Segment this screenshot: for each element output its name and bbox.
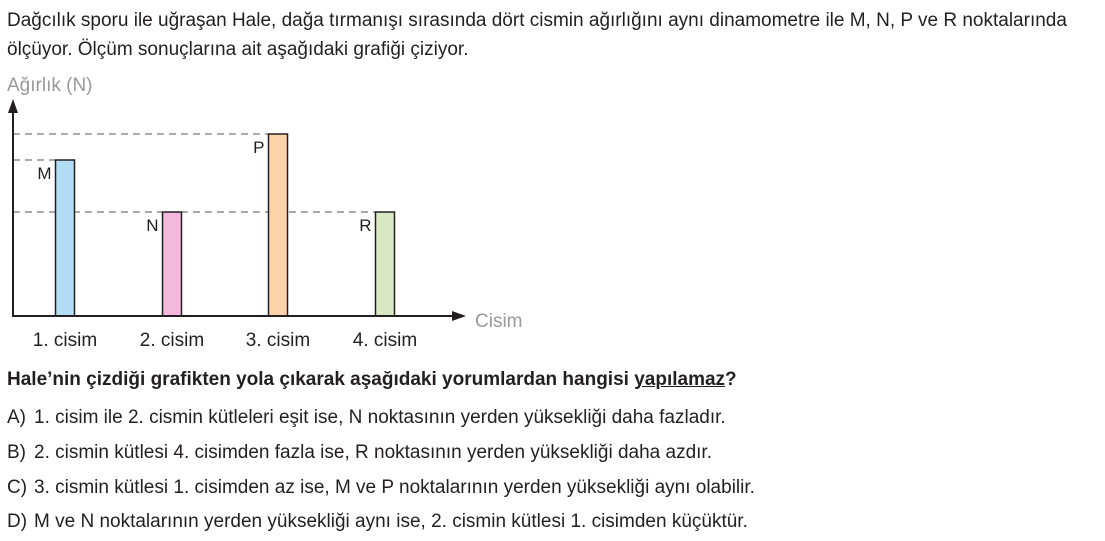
x-axis-arrow-icon [452,311,466,321]
bar [163,212,182,316]
question-underlined-word: yapılamaz [634,369,726,390]
x-tick-label: 1. cisim [32,330,98,351]
question-text [7,369,737,391]
bar-point-label: P [253,138,265,157]
option-c[interactable] [7,477,755,499]
x-tick-label: 3. cisim [245,330,311,351]
bar [56,160,75,316]
x-tick-label: 2. cisim [139,330,205,351]
option-letter: D) [7,511,28,532]
option-b[interactable] [7,442,712,464]
x-axis-label: Cisim [475,311,523,332]
bar-point-label: R [359,216,372,235]
option-a[interactable] [7,407,726,429]
option-d[interactable] [7,511,748,533]
bar [269,134,288,316]
question-main: Hale’nin çizdiği grafikten yola çıkarak aşağıdaki yorumlardan hangisi [7,369,635,390]
option-letter: A) [7,407,26,428]
y-axis-arrow-icon [8,99,18,113]
option-text: 1. cisim ile 2. cismin kütleleri eşit ise, N noktasının yerden yüksekliği daha fazladır. [34,407,726,428]
option-letter: B) [7,442,26,463]
option-text: M ve N noktalarının yerden yüksekliği aynı ise, 2. cismin kütlesi 1. cisimden küçüktür. [34,511,748,532]
option-text: 3. cismin kütlesi 1. cisimden az ise, M ve P noktalarının yerden yüksekliği aynı olabilir. [34,477,755,498]
bar [376,212,395,316]
y-axis-label: Ağırlık (N) [7,75,93,96]
option-letter: C) [7,477,28,498]
question-end: ? [725,369,737,390]
weight-bar-chart [0,66,560,366]
x-tick-label: 4. cisim [352,330,418,351]
bar-point-label: M [37,164,52,183]
bar-point-label: N [146,216,159,235]
option-text: 2. cismin kütlesi 4. cisimden fazla ise, R noktasının yerden yüksekliği daha azdır. [34,442,712,463]
intro-text: Dağcılık sporu ile uğraşan Hale, dağa tırmanışı sırasında dört cismin ağırlığını aynı dinamometre ile M, N, P ve R noktalarında ölçüyor. Ölçüm sonuçlarına ait aşağıdaki grafiği çiziyor. [7,10,1067,60]
